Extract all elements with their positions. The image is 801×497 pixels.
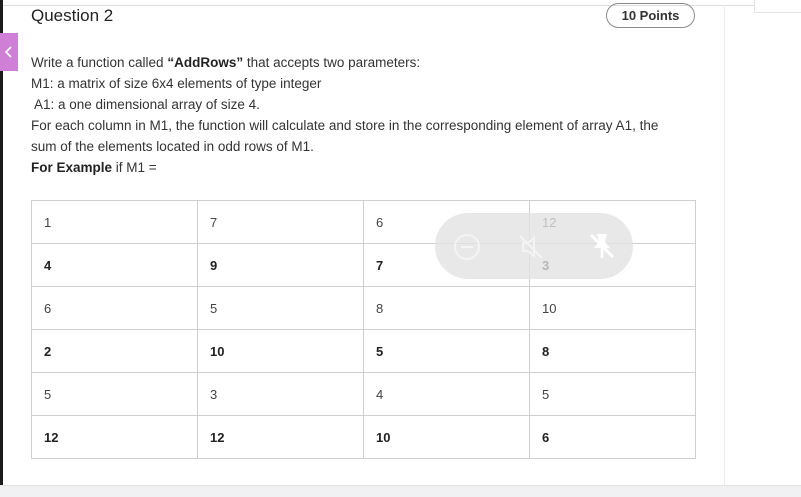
table-cell: 6 [364, 201, 530, 244]
example-suffix: if M1 = [112, 160, 157, 175]
table-cell: 8 [530, 330, 696, 373]
table-cell: 5 [364, 330, 530, 373]
table-cell: 6 [530, 416, 696, 459]
prompt-line-4: For each column in M1, the function will calculate and store in the corresponding element of array A1, the [31, 118, 659, 133]
prompt-line-1 [31, 55, 420, 70]
circle-minus-icon[interactable] [452, 232, 482, 262]
table-cell: 2 [32, 330, 198, 373]
prompt-text: that accepts two parameters: [243, 55, 421, 70]
bottom-band [0, 485, 801, 497]
example-line [31, 160, 157, 175]
right-divider [724, 5, 725, 485]
table-cell: 10 [530, 287, 696, 330]
right-panel-stub [754, 0, 801, 13]
table-cell: 5 [530, 373, 696, 416]
table-cell: 10 [198, 330, 364, 373]
chevron-left-icon [4, 45, 14, 59]
left-edge [0, 0, 3, 496]
table-cell: 4 [364, 373, 530, 416]
table-cell: 7 [198, 201, 364, 244]
table-row [32, 416, 696, 459]
table-cell: 1 [32, 201, 198, 244]
example-label: For Example [31, 160, 113, 175]
prompt-line-3: A1: a one dimensional array of size 4. [31, 97, 260, 112]
prompt-line-2: M1: a matrix of size 6x4 elements of type integer [31, 76, 322, 91]
prompt-text: Write a function called [31, 55, 168, 70]
table-cell: 8 [364, 287, 530, 330]
collapse-panel-tab[interactable] [0, 33, 18, 71]
table-cell: 7 [364, 244, 530, 287]
function-name: “AddRows” [167, 55, 244, 70]
table-row [32, 287, 696, 330]
prompt-line-5: sum of the elements located in odd rows of M1. [31, 139, 314, 154]
table-cell: 5 [32, 373, 198, 416]
question-title: Question 2 [31, 6, 114, 25]
table-cell: 5 [198, 287, 364, 330]
table-cell: 6 [32, 287, 198, 330]
table-cell: 12 [32, 416, 198, 459]
table-cell: 4 [32, 244, 198, 287]
unpin-icon[interactable] [585, 229, 619, 263]
floating-toolbar [435, 213, 633, 279]
table-cell: 3 [198, 373, 364, 416]
mute-icon[interactable] [515, 231, 547, 263]
table-row [32, 330, 696, 373]
points-badge: 10 Points [606, 3, 695, 28]
table-cell: 9 [198, 244, 364, 287]
table-cell: 12 [198, 416, 364, 459]
table-row [32, 373, 696, 416]
table-cell: 10 [364, 416, 530, 459]
